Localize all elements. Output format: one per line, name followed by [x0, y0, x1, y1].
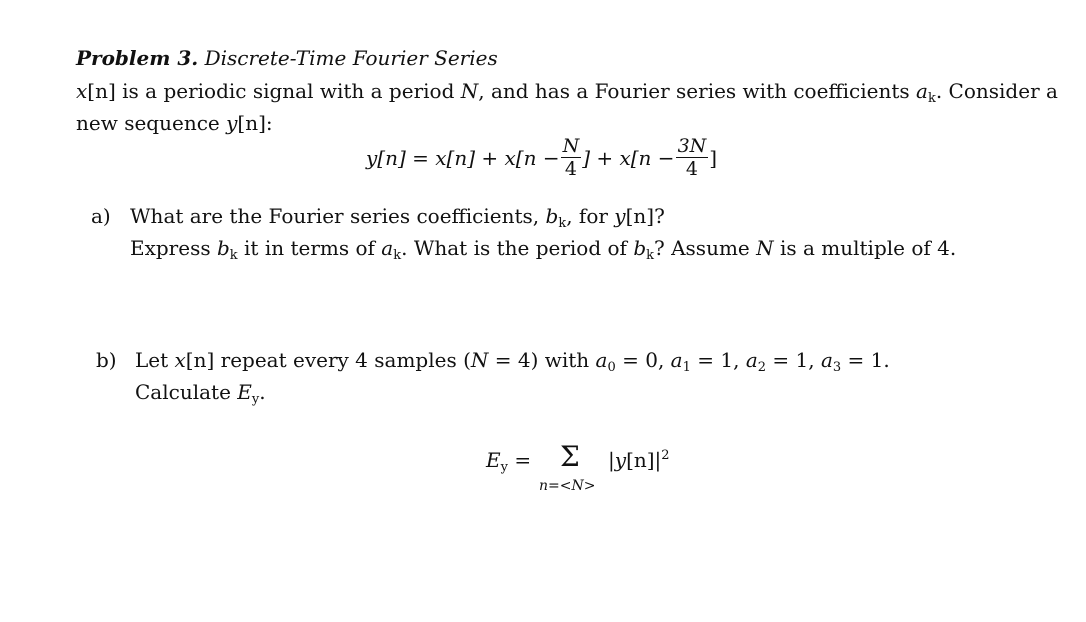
var-y: y: [226, 111, 238, 135]
intro-text: . Consider a: [935, 79, 1058, 103]
question-text: What are the Fourier series coefficients,: [130, 204, 546, 228]
part-b-label: b): [96, 348, 117, 372]
part-a-question: [130, 204, 665, 231]
equation-end: ]: [709, 145, 718, 170]
coefficient-value: = 1.: [841, 348, 890, 372]
var-x: x: [174, 348, 186, 372]
coefficient-value: = 1,: [690, 348, 746, 372]
part-b-question: [135, 348, 890, 375]
sub-k: k: [646, 248, 655, 263]
var-N: N: [460, 79, 479, 103]
part-a-instruction: [130, 236, 956, 263]
power-2: 2: [661, 448, 670, 463]
var-b: b: [545, 204, 559, 228]
var-E: E: [486, 448, 501, 472]
var-E: E: [237, 380, 252, 404]
sub-k: k: [393, 248, 402, 263]
sub-index: 2: [757, 360, 767, 375]
question-text: [n] repeat every 4 samples (: [185, 348, 471, 372]
var-a: a: [595, 348, 608, 372]
fraction-n-over-4: [561, 136, 582, 179]
part-b-instruction: [135, 380, 266, 407]
question-text: Calculate: [135, 380, 238, 404]
part-a-label: a): [91, 204, 111, 228]
coefficient-value: = 0,: [615, 348, 671, 372]
var-a: a: [916, 79, 928, 103]
intro-line-1: [76, 79, 1058, 106]
var-N: N: [756, 236, 774, 260]
fraction-numerator: N: [562, 135, 580, 157]
energy-lhs: [486, 448, 531, 475]
sub-k: k: [927, 91, 936, 106]
equals-sign: =: [507, 448, 532, 472]
question-text: . What is the period of: [401, 236, 634, 260]
question-text: , for: [566, 204, 615, 228]
coefficient-value: = 1,: [766, 348, 821, 372]
question-text: Let: [135, 348, 175, 372]
question-text: [n]?: [625, 204, 665, 228]
fraction-3n-over-4: [676, 136, 709, 179]
abs-bar: |: [608, 448, 615, 472]
summation-icon: Σ: [560, 440, 580, 473]
problem-title: [76, 46, 498, 70]
sub-y: y: [500, 460, 508, 475]
sub-index: 3: [832, 360, 842, 375]
var-b: b: [216, 236, 230, 260]
intro-line-2: [76, 111, 273, 135]
var-b: b: [633, 236, 647, 260]
var-y: y: [614, 448, 627, 472]
var-x: x: [76, 79, 88, 103]
question-text: is a multiple of 4.: [773, 236, 957, 260]
question-text: .: [259, 380, 266, 404]
intro-text: new sequence: [76, 111, 227, 135]
intro-text: , and has a Fourier series with coefficients: [478, 79, 916, 103]
intro-text: is a periodic signal with a period: [115, 79, 461, 103]
sub-index: 1: [682, 360, 691, 375]
var-a: a: [745, 348, 758, 372]
fraction-denominator: 4: [564, 158, 577, 180]
var-a: a: [670, 348, 683, 372]
equation-middle: ] + x[n −: [582, 145, 675, 170]
equation-lhs: y[n] = x[n] + x[n −: [366, 145, 560, 170]
abs-body: [n]|: [626, 448, 662, 472]
var-a: a: [820, 348, 833, 372]
question-text: = 4) with: [488, 348, 596, 372]
main-equation: [366, 136, 717, 186]
var-y: y: [614, 204, 626, 228]
problem-number: Problem 3.: [76, 46, 199, 70]
energy-summand: [608, 448, 670, 472]
index-n: [n]: [87, 79, 116, 103]
index-n: [n]:: [237, 111, 273, 135]
summation-limit: n=<N>: [539, 478, 596, 494]
sub-k: k: [558, 216, 567, 231]
question-text: Express: [130, 236, 217, 260]
var-a: a: [381, 236, 394, 260]
question-text: ? Assume: [654, 236, 757, 260]
question-text: it in terms of: [237, 236, 382, 260]
sub-k: k: [229, 248, 238, 263]
var-N: N: [470, 348, 489, 372]
fraction-denominator: 4: [685, 158, 698, 180]
sub-index: 0: [607, 360, 616, 375]
fraction-numerator: 3N: [677, 135, 707, 157]
problem-subtitle: Discrete-Time Fourier Series: [204, 46, 498, 70]
sub-y: y: [251, 392, 260, 407]
